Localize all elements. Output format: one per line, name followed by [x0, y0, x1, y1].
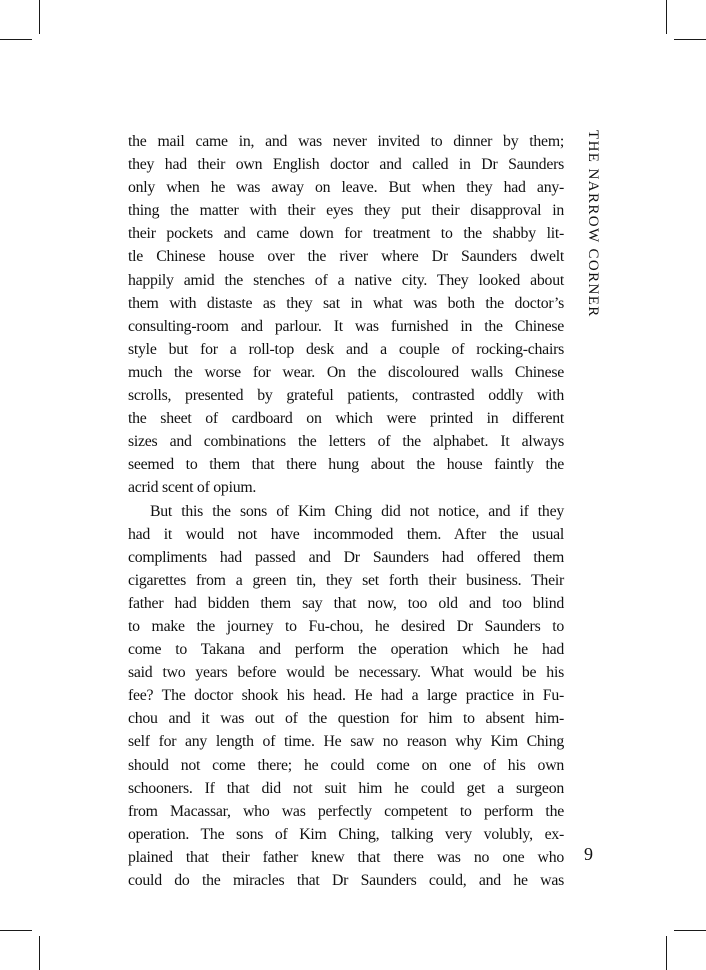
text-line-paragraph-start: But this the sons of Kim Ching did not notice, and if they — [150, 502, 564, 520]
text-line: scrolls, presented by grateful patients, contrasted oddly with — [128, 387, 564, 405]
text-line: happily amid the stenches of a native city. They looked about — [128, 271, 564, 289]
text-line: them with distaste as they sat in what was both the doctor’s — [128, 294, 564, 312]
crop-mark-top-right-vertical — [666, 0, 667, 34]
crop-mark-top-left-horizontal — [0, 39, 32, 40]
text-line: tle Chinese house over the river where Dr Saunders dwelt — [128, 248, 564, 266]
text-line: had it would not have incommoded them. After the usual — [128, 525, 564, 543]
text-line: could do the miracles that Dr Saunders could, and he was — [128, 872, 564, 889]
text-line: operation. The sons of Kim Ching, talking very volubly, ex- — [128, 825, 564, 843]
crop-mark-bottom-left-horizontal — [0, 930, 32, 931]
text-line: they had their own English doctor and called in Dr Saunders — [128, 156, 564, 174]
text-line: come to Takana and perform the operation which he had — [128, 641, 564, 659]
text-line: much the worse for wear. On the discoloured walls Chinese — [128, 363, 564, 381]
body-text — [128, 130, 564, 892]
crop-mark-bottom-left-vertical — [39, 936, 40, 970]
text-line: father had bidden them say that now, too old and too blind — [128, 594, 564, 612]
text-line: only when he was away on leave. But when they had any- — [128, 179, 564, 197]
text-line: cigarettes from a green tin, they set forth their business. Their — [128, 571, 564, 589]
text-line: seemed to them that there hung about the house faintly the — [128, 456, 564, 474]
text-line: the sheet of cardboard on which were printed in different — [128, 410, 564, 428]
text-line: thing the matter with their eyes they put their disapproval in — [128, 202, 564, 220]
text-line: said two years before would be necessary. What would be his — [128, 664, 564, 682]
page-number: 9 — [584, 844, 593, 864]
crop-mark-top-right-horizontal — [674, 39, 706, 40]
running-head: THE NARROW CORNER — [585, 130, 601, 318]
text-line: chou and it was out of the question for him to absent him- — [128, 710, 564, 728]
crop-mark-bottom-right-horizontal — [674, 930, 706, 931]
text-line: their pockets and came down for treatment to the shabby lit- — [128, 225, 564, 243]
crop-mark-top-left-vertical — [39, 0, 40, 34]
text-line: sizes and combinations the letters of the alphabet. It always — [128, 433, 564, 451]
text-line: the mail came in, and was never invited to dinner by them; — [128, 133, 564, 150]
text-line: style but for a roll-top desk and a couple of rocking-chairs — [128, 340, 564, 358]
text-line: schooners. If that did not suit him he could get a surgeon — [128, 779, 564, 797]
text-line: plained that their father knew that there was no one who — [128, 848, 564, 866]
text-line: from Macassar, who was perfectly competent to perform the — [128, 802, 564, 820]
text-line: should not come there; he could come on one of his own — [128, 756, 564, 774]
text-line: fee? The doctor shook his head. He had a large practice in Fu- — [128, 687, 564, 705]
crop-mark-bottom-right-vertical — [666, 936, 667, 970]
text-line-paragraph-end: acrid scent of opium. — [128, 479, 257, 497]
text-line: self for any length of time. He saw no reason why Kim Ching — [128, 733, 564, 751]
text-line: compliments had passed and Dr Saunders had offered them — [128, 548, 564, 566]
text-line: consulting-room and parlour. It was furnished in the Chinese — [128, 317, 564, 335]
text-line: to make the journey to Fu-chou, he desired Dr Saunders to — [128, 617, 564, 635]
